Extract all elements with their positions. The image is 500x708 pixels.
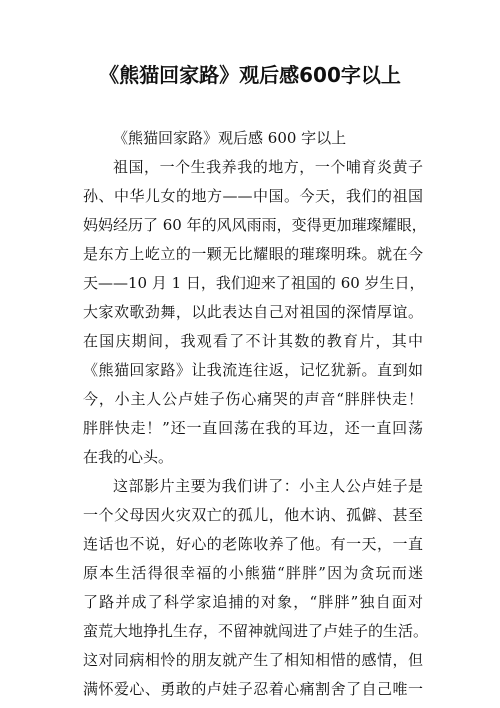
text-line: 一个父母因火灾双亡的孤儿，他木讷、孤僻、甚至 [83, 506, 423, 524]
text-line: 天——10 月 1 日，我们迎来了祖国的 60 岁生日， [83, 274, 425, 292]
text-line: 在我的心头。 [83, 448, 174, 466]
text-line: 祖国，一个生我养我的地方，一个哺育炎黄子 [113, 158, 423, 176]
text-line: 孙、中华儿女的地方——中国。今天，我们的祖国 [83, 187, 423, 205]
text-line: 连话也不说，好心的老陈收养了他。有一天，一直 [83, 535, 423, 553]
text-line: 原本生活得很幸福的小熊猫“胖胖”因为贪玩而迷 [83, 564, 423, 582]
text-line: 了路并成了科学家追捕的对象，“胖胖”独自面对 [83, 593, 423, 611]
text-line: 是东方上屹立的一颗无比耀眼的璀璨明珠。就在今 [83, 245, 423, 263]
text-line: 胖胖快走！”还一直回荡在我的耳边，还一直回荡 [83, 419, 423, 437]
text-line: 妈妈经历了 60 年的风风雨雨，变得更加璀璨耀眼， [83, 216, 427, 234]
text-line: 《熊猫回家路》让我流连往返，记忆犹新。直到如 [83, 361, 423, 379]
text-line: 今，小主人公卢娃子伤心痛哭的声音“胖胖快走！ [83, 390, 423, 408]
text-line: 大家欢歌劲舞，以此表达自己对祖国的深情厚谊。 [83, 303, 423, 321]
document-body [83, 124, 429, 704]
text-line: 这部影片主要为我们讲了：小主人公卢娃子是 [113, 477, 423, 495]
text-line: 满怀爱心、勇敢的卢娃子忍着心痛割舍了自己唯一 [83, 680, 423, 698]
text-line: 这对同病相怜的朋友就产生了相知相惜的感情，但 [83, 651, 423, 669]
text-line: 蛮荒大地挣扎生存，不留神就闯进了卢娃子的生活。 [83, 622, 429, 640]
text-line-subtitle: 《熊猫回家路》观后感 600 字以上 [113, 129, 347, 147]
text-line: 在国庆期间，我观看了不计其数的教育片，其中 [83, 332, 423, 350]
document-title: 《熊猫回家路》观后感600字以上 [99, 63, 401, 87]
